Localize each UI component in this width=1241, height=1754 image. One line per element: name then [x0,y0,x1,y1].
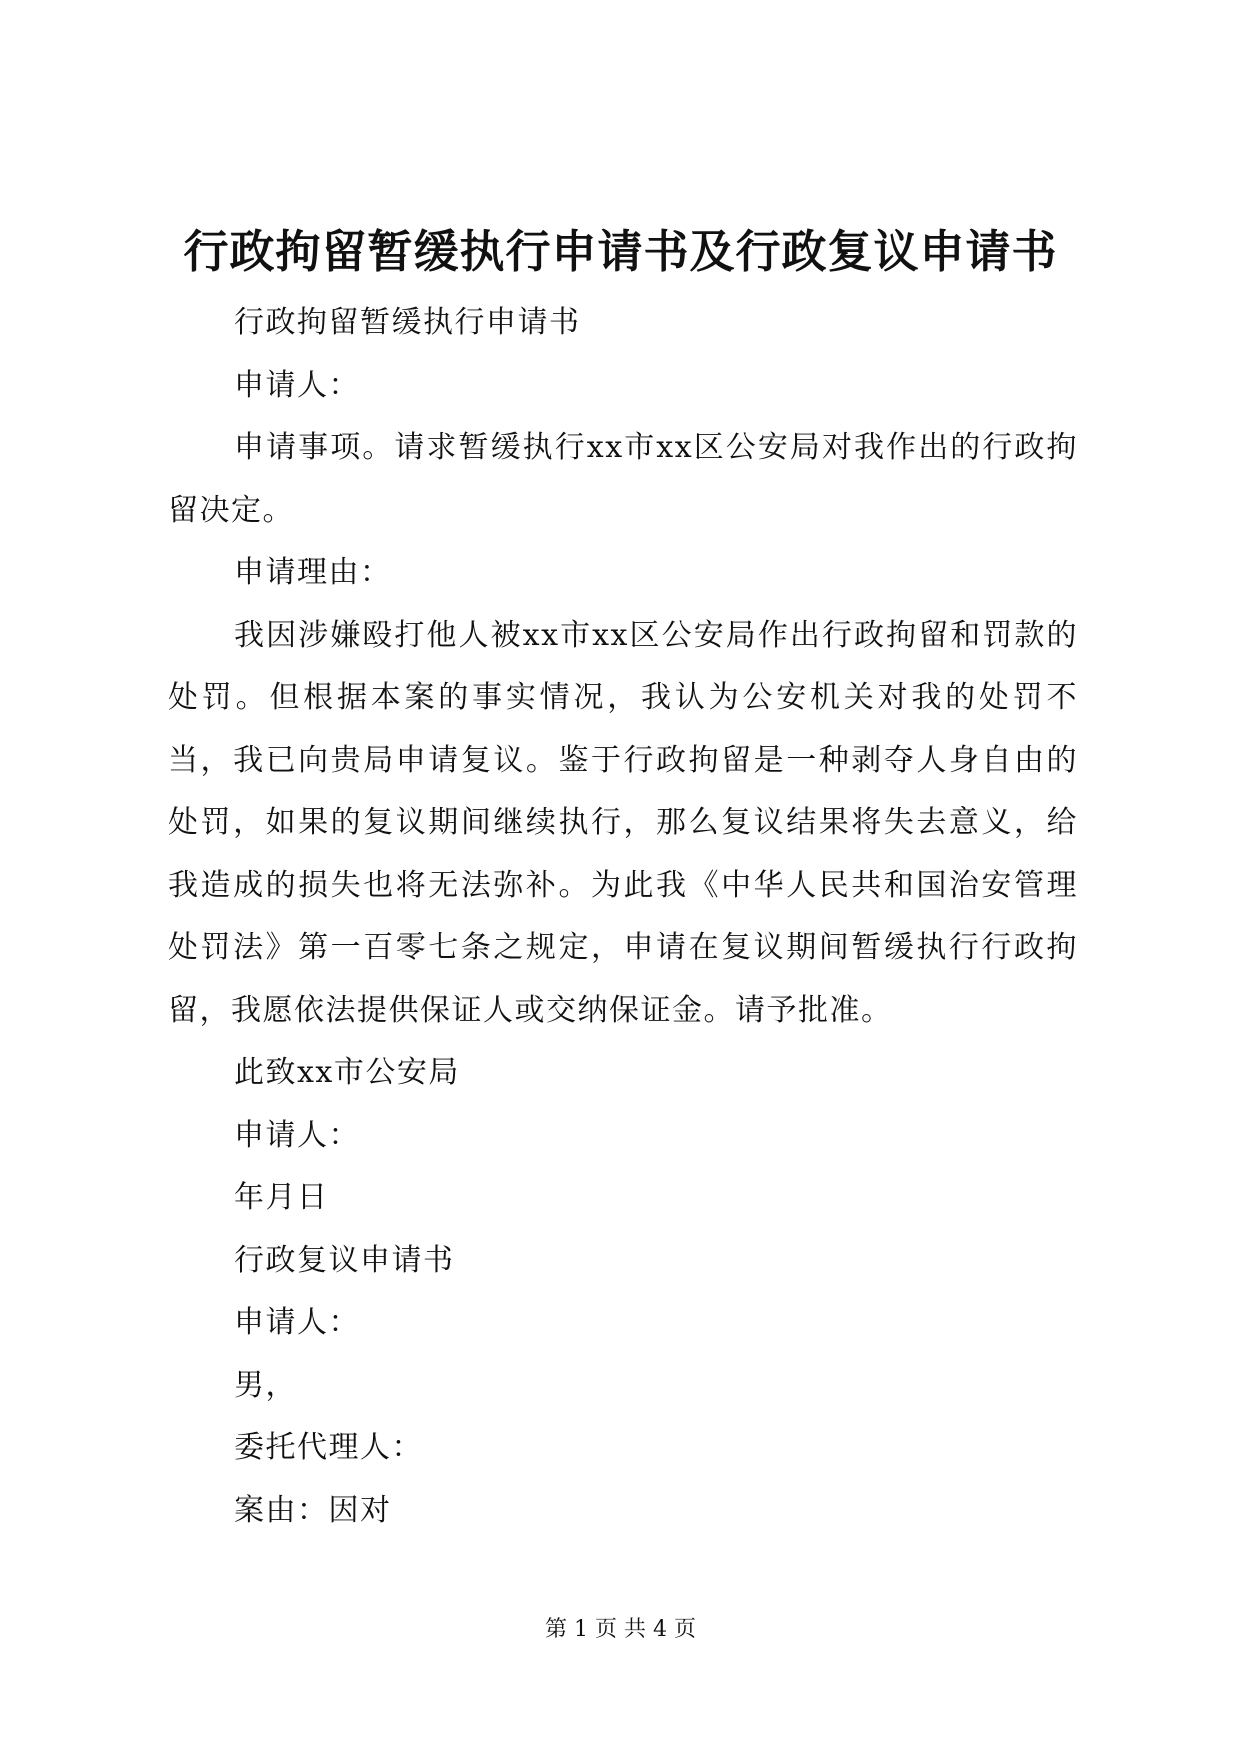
paragraph-second-title: 行政复议申请书 [234,1242,455,1278]
paragraph-signature: 申请人： [234,1117,360,1153]
document-body [168,292,1078,1542]
paragraph-reason-heading: 申请理由： [234,555,392,590]
paragraph-date: 年月日 [234,1180,329,1215]
paragraph-applicant-2: 申请人： [234,1305,360,1340]
paragraph-subtitle: 行政拘留暂缓执行申请书 [234,305,581,340]
paragraph-agent: 委托代理人： [234,1430,423,1465]
page-number-footer: 第 1 页 共 4 页 [545,1617,696,1642]
paragraph-cause: 案由：因对 [234,1492,392,1528]
document-title: 行政拘留暂缓执行申请书及行政复议申请书 [183,225,1058,278]
paragraph-applicant: 申请人： [234,367,360,403]
paragraph-gender: 男， [234,1367,297,1403]
paragraph-salutation: 此致xx市公安局 [234,1055,460,1090]
paragraph-reason: 我因涉嫌殴打他人被xx市xx区公安局作出行政拘留和罚款的处罚。但根据本案的事实情况，我认为公安机关对我的处罚不当，我已向贵局申请复议。鉴于行政拘留是一种剥夺人身自由的处罚，如果的复议期间继续执行，那么复议结果将失去意义，给我造成的损失也将无法弥补。为此我《中华人民共和国治安管理处罚法》第一百零七条之规定，申请在复议期间暂缓执行行政拘留，我愿依法提供保证人或交纳保证金。请予批准。 [168,617,1078,1028]
paragraph-request: 申请事项。请求暂缓执行xx市xx区公安局对我作出的行政拘留决定。 [168,430,1078,528]
